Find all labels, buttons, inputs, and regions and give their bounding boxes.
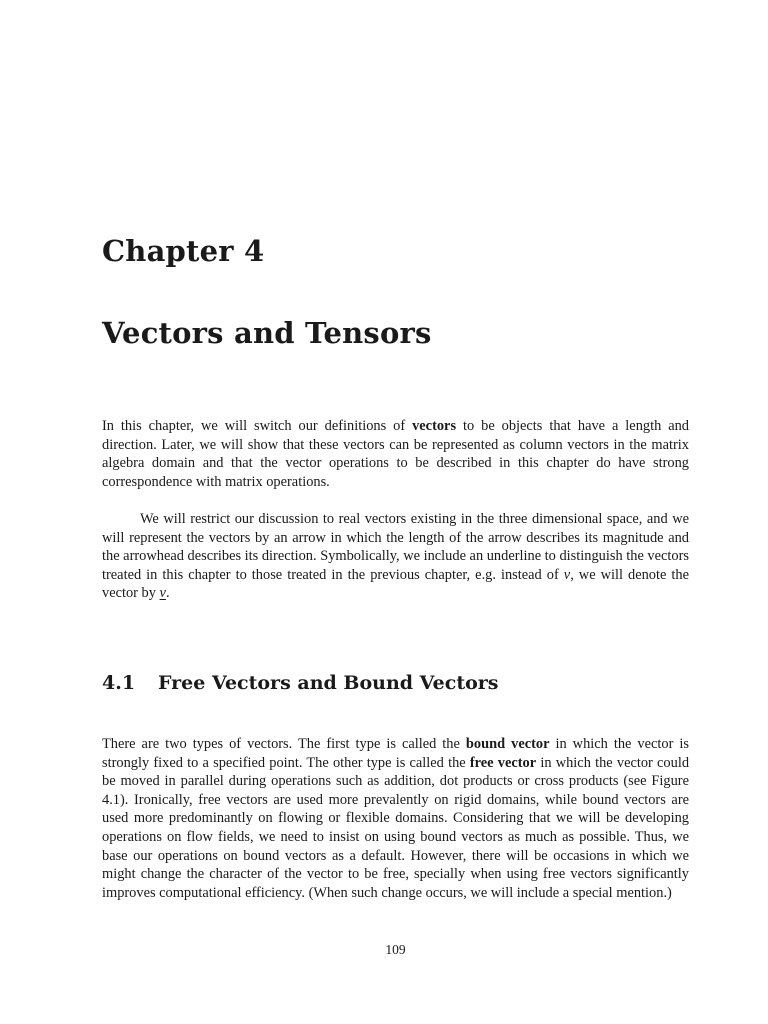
term-bound-vector: bound vector: [465, 736, 550, 752]
chapter-label: Chapter 4: [102, 234, 265, 268]
section-paragraph-1: There are two types of vectors. The first type is called the bound vector in which the vector is strongly fixed to a specified point. The other type is called the free vector in which the vector could be moved in parallel during operations such as addition, dot products or cross products (see Figure 4.1). Ironically, free vectors are used more prevalently on rigid domains, while bound vectors are used more predominantly on flowing or flexible domains. Considering that we will be developing operations on flow fields, we need to insist on using bound vectors as much as possible. Thus, we base our operations on bound vectors as a default. However, there will be occasions in which we might change the character of the vector to be free, specially when using free vectors significantly improves computational efficiency. (When such change occurs, we will include a special mention.): [102, 736, 690, 901]
chapter-title: Vectors and Tensors: [102, 316, 432, 350]
section-title: Free Vectors and Bound Vectors: [158, 672, 499, 694]
section-number: 4.1: [102, 672, 136, 694]
intro-paragraph-1: In this chapter, we will switch our definitions of vectors to be objects that have a length and direction. Later, we will show that these vectors can be represented as column vectors in the matrix algebra domain and that the vector operations to be described in this chapter do have strong correspondence with matrix operations.: [102, 418, 689, 490]
term-vectors: vectors: [412, 418, 457, 434]
term-free-vector: free vector: [469, 754, 537, 771]
page: [102, 0, 689, 1024]
math-variable-v: v: [563, 566, 571, 583]
page-number: 109: [385, 942, 406, 957]
math-vector-v-underlined: v: [159, 585, 166, 602]
section-heading: [102, 672, 498, 694]
intro-paragraph-2: We will restrict our discussion to real vectors existing in the three dimensional space, and we will represent the vectors by an arrow in which the length of the arrow describes its magnitude and the arrowhead describes its direction. Symbolically, we include an underline to distinguish the vectors treated in this chapter to those treated in the previous chapter, e.g. instead of v, we will denote the vector by v.: [102, 511, 689, 602]
